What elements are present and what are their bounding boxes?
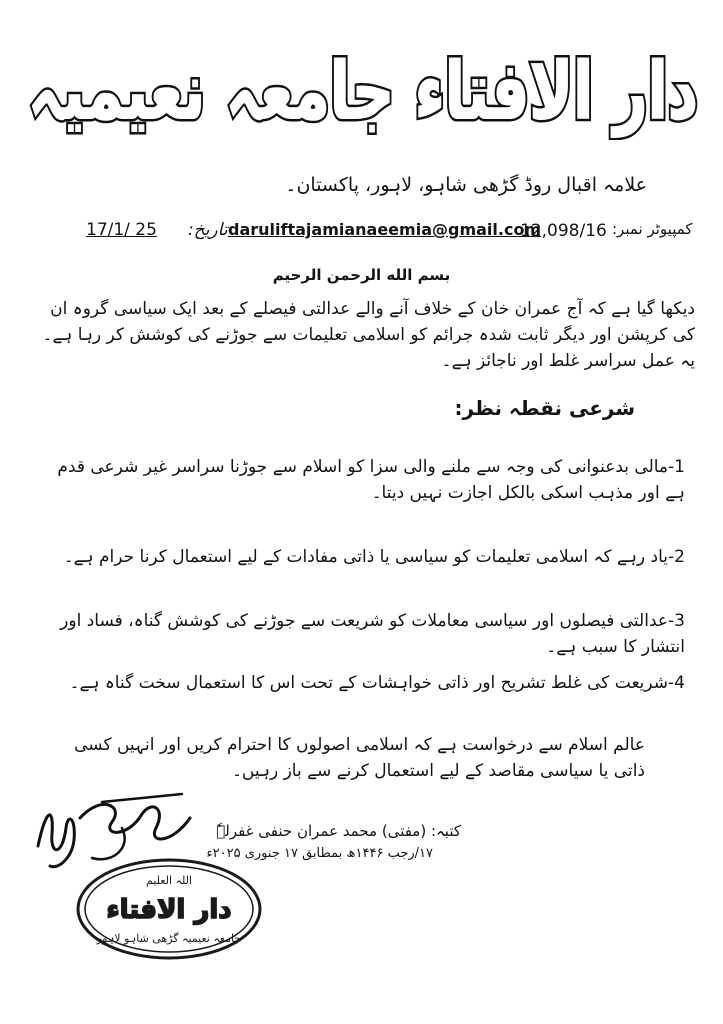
computer-number: 12,098/16 <box>520 221 607 241</box>
point-number: 3- <box>668 611 685 631</box>
closing-paragraph: عالم اسلام سے درخواست ہے کہ اسلامی اصولوں کا احترام کریں اور انہیں کسی ذاتی یا سیاسی مقاصد کے لیے استعمال کرنے سے باز رہیں۔ <box>74 735 645 781</box>
point-1 <box>45 454 685 506</box>
written-by: کتبہ: (مفتی) محمد عمران حنفی غفرلہٗ <box>216 822 461 840</box>
masthead-title: دار الافتاء جامعہ نعیمیہ <box>28 47 698 137</box>
stamp-center-text: دار الافتاء <box>106 895 232 925</box>
address-line: علامہ اقبال روڈ گڑھی شاہو، لاہور، پاکستان۔ <box>285 174 647 196</box>
date-label: تاریخ: <box>188 220 228 240</box>
point-text: شریعت کی غلط تشریح اور ذاتی خواہشات کے تحت اس کا استعمال سخت گناہ ہے۔ <box>69 673 669 693</box>
stamp-top-text: اللہ العلیم <box>146 874 192 887</box>
point-text: مالی بدعنوانی کی وجہ سے ملنے والی سزا کو اسلام سے جوڑنا سراسر غیر شرعی قدم ہے اور مذہب اسکی بالکل اجازت نہیں دیتا۔ <box>57 457 685 503</box>
point-number: 4- <box>668 673 685 693</box>
stamp-bottom-text: جامعہ نعیمیہ گڑھی شاہو لاہور <box>96 932 242 945</box>
section-heading: شرعی نقطہ نظر: <box>454 396 635 420</box>
point-4 <box>45 670 685 696</box>
point-2 <box>45 544 685 570</box>
point-text: یاد رہے کہ اسلامی تعلیمات کو سیاسی یا ذاتی مفادات کے لیے استعمال کرنا حرام ہے۔ <box>63 547 669 567</box>
email-address: daruliftajamianaeemia@gmail.com <box>228 220 542 239</box>
bismillah: بسم الله الرحمن الرحيم <box>272 266 451 284</box>
intro-paragraph: دیکھا گیا ہے کہ آج عمران خان کے خلاف آنے والے عدالتی فیصلے کے بعد ایک سیاسی گروہ ان کی کرپشن اور دیگر ثابت شدہ جرائم کو اسلامی تعلیمات سے جوڑنے کی کوشش کر رہا ہے۔ یہ عمل سراسر غلط اور ناجائز ہے۔ <box>42 299 695 371</box>
point-number: 2- <box>668 547 685 567</box>
computer-number-label: کمپیوٹر نمبر: <box>612 220 693 238</box>
official-stamp <box>74 856 264 962</box>
hijri-date: ۱۷/رجب ۱۴۴۶ھ بمطابق ۱۷ جنوری ۲۰۲۵ء <box>206 846 433 861</box>
masthead-title-inner-outline: دار الافتاء جامعہ نعیمیہ <box>28 47 698 137</box>
point-text: عدالتی فیصلوں اور سیاسی معاملات کو شریعت سے جوڑنے کی کوشش گناہ، فساد اور انتشار کا سبب ہے۔ <box>60 611 685 657</box>
masthead-logo <box>18 40 708 140</box>
point-number: 1- <box>668 457 685 477</box>
point-3 <box>45 608 685 660</box>
date-value: 17/1/ 25 <box>86 220 157 240</box>
